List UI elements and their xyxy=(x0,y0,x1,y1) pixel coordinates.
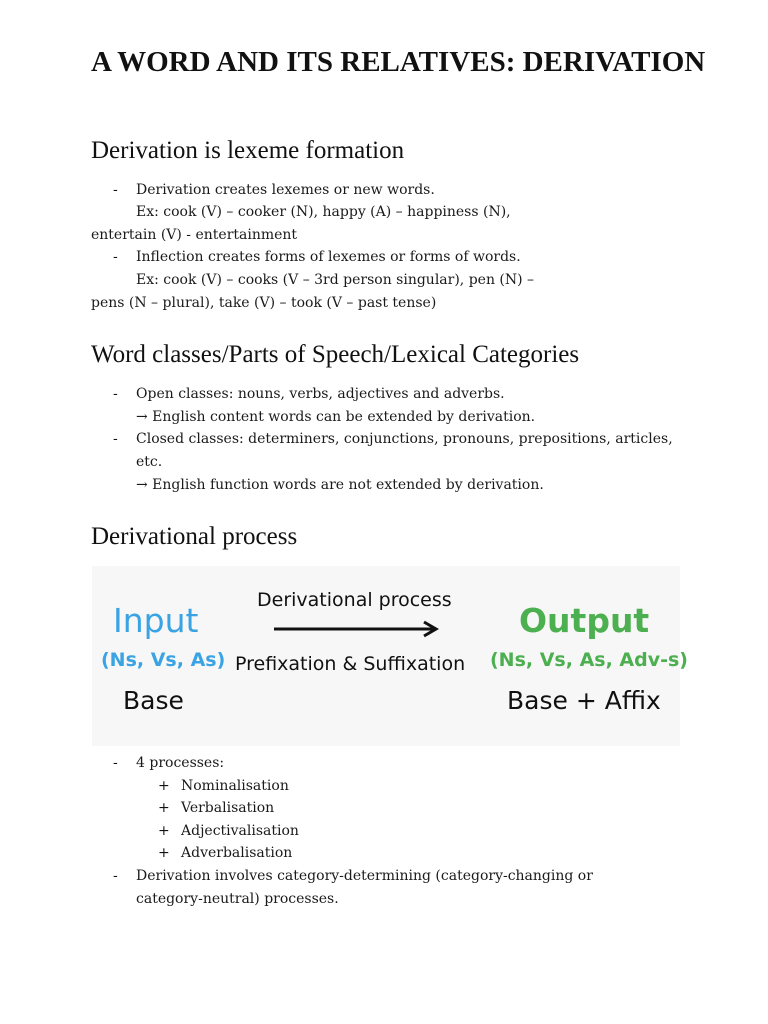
bullet-dash: - xyxy=(113,386,118,402)
text-line: Derivation involves category-determining (category-changing or xyxy=(136,868,593,884)
bullet-plus: + xyxy=(158,845,170,861)
text-line: category-neutral) processes. xyxy=(136,891,339,907)
derivation-diagram xyxy=(92,566,688,746)
text-line: Ex: cook (V) – cooker (N), happy (A) – happiness (N), xyxy=(136,204,511,220)
list-item: Nominalisation xyxy=(181,778,289,794)
text-line: etc. xyxy=(136,454,163,470)
text-line: Derivation creates lexemes or new words. xyxy=(136,182,435,198)
right-arrow-icon xyxy=(274,619,440,639)
input-categories: (Ns, Vs, As) xyxy=(101,649,226,671)
bullet-dash: - xyxy=(113,249,118,265)
process-methods: Prefixation & Suffixation xyxy=(235,653,466,675)
section-heading-derivational-process: Derivational process xyxy=(91,523,298,550)
list-item: Verbalisation xyxy=(181,800,275,816)
text-line: Open classes: nouns, verbs, adjectives and adverbs. xyxy=(136,386,505,402)
process-label: Derivational process xyxy=(257,589,452,611)
output-base-affix: Base + Affix xyxy=(507,686,661,715)
page-title: A WORD AND ITS RELATIVES: DERIVATION xyxy=(91,46,706,78)
section-heading-derivation: Derivation is lexeme formation xyxy=(91,137,405,164)
bullet-dash: - xyxy=(113,431,118,447)
input-label: Input xyxy=(113,601,199,640)
section-heading-word-classes: Word classes/Parts of Speech/Lexical Categories xyxy=(91,341,580,368)
text-line: Closed classes: determiners, conjunctions, pronouns, prepositions, articles, xyxy=(136,431,673,447)
list-item: Adjectivalisation xyxy=(181,823,299,839)
list-item: Adverbalisation xyxy=(181,845,293,861)
bullet-dash: - xyxy=(113,755,118,771)
output-categories: (Ns, Vs, As, Adv-s) xyxy=(490,649,688,671)
text-line: pens (N – plural), take (V) – took (V – past tense) xyxy=(91,295,437,311)
text-line: Inflection creates forms of lexemes or forms of words. xyxy=(136,249,521,265)
bullet-dash: - xyxy=(113,868,118,884)
text-line: Ex: cook (V) – cooks (V – 3rd person singular), pen (N) – xyxy=(136,272,535,288)
input-base: Base xyxy=(123,686,184,715)
text-line: 4 processes: xyxy=(136,755,225,771)
bullet-plus: + xyxy=(158,800,170,816)
bullet-dash: - xyxy=(113,182,118,198)
text-line: → English content words can be extended by derivation. xyxy=(136,409,536,425)
text-line: → English function words are not extended by derivation. xyxy=(136,477,544,493)
bullet-plus: + xyxy=(158,823,170,839)
bullet-plus: + xyxy=(158,778,170,794)
text-line: entertain (V) - entertainment xyxy=(91,227,298,243)
output-label: Output xyxy=(519,601,650,640)
